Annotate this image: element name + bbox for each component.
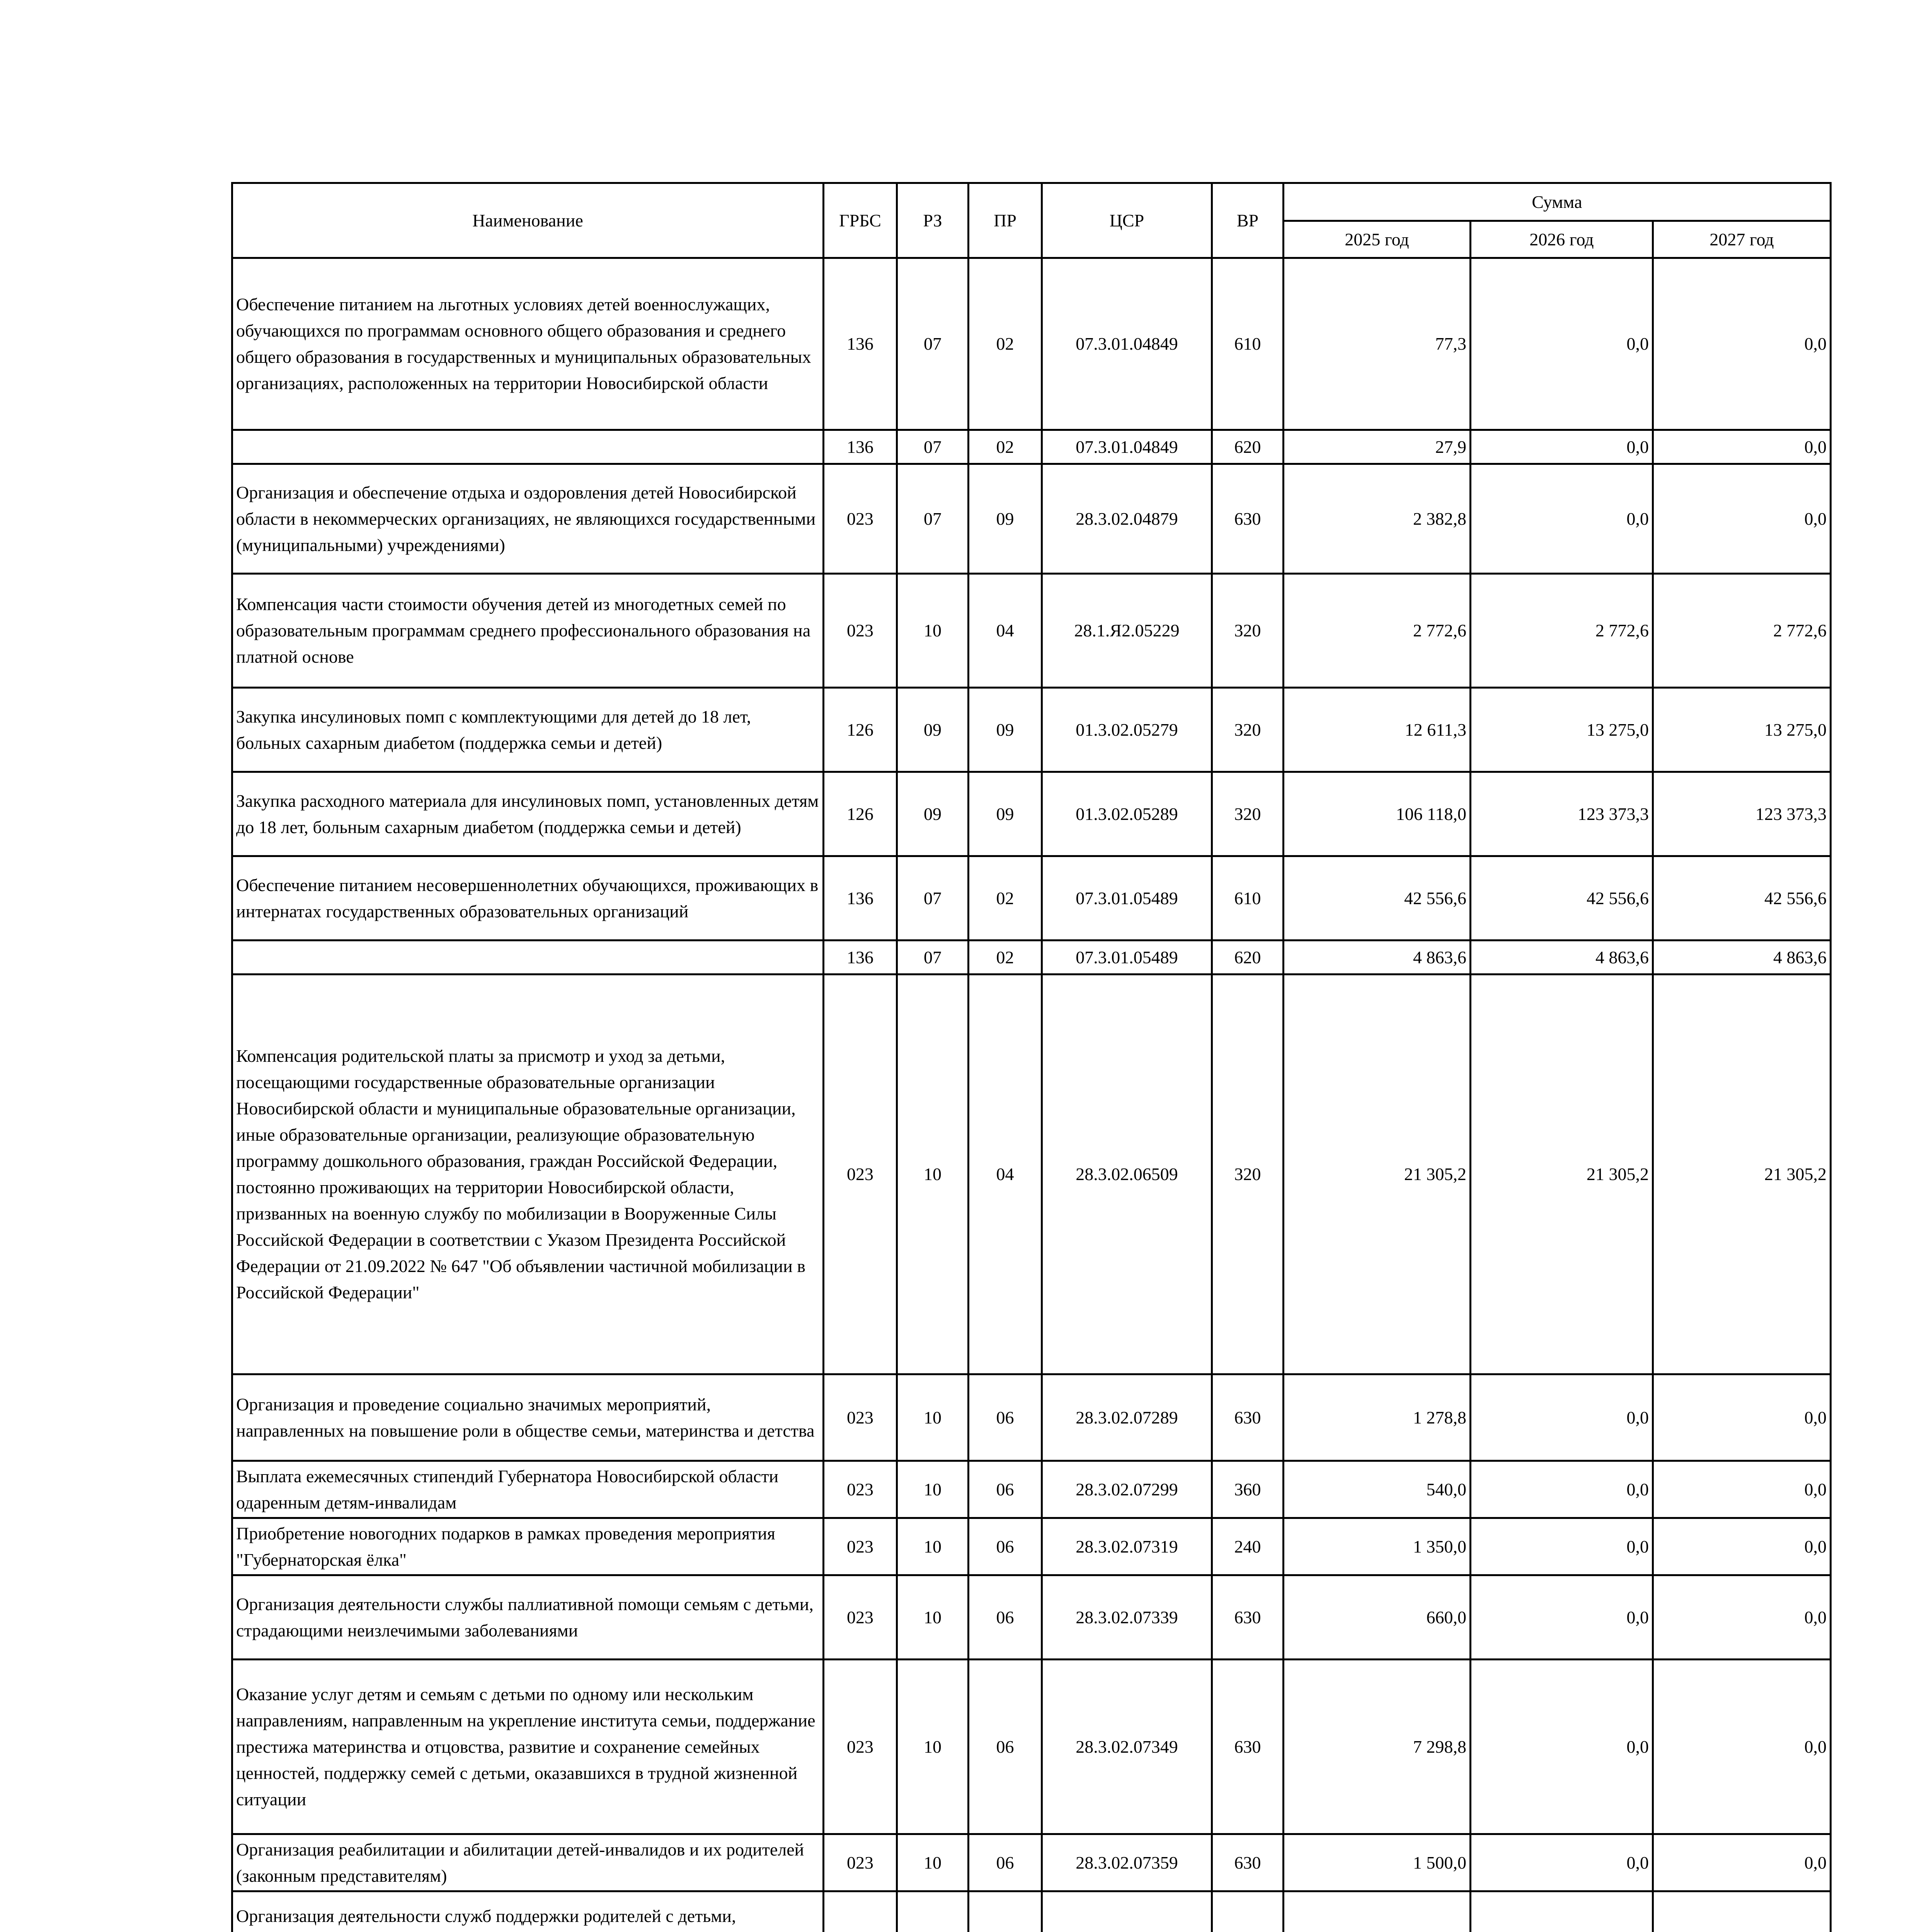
cell-csr: 07.3.01.04849: [1042, 258, 1212, 430]
header-csr: ЦСР: [1042, 183, 1212, 258]
cell-grbs: 023: [824, 464, 897, 574]
cell-name: Выплата ежемесячных стипендий Губернатора Новосибирской области одаренным детям-инвалидам: [232, 1461, 824, 1518]
cell-y2026: [1471, 1891, 1653, 1932]
cell-csr: 28.3.02.07359: [1042, 1834, 1212, 1891]
cell-grbs: 023: [824, 975, 897, 1374]
cell-pr: 06: [969, 1461, 1042, 1518]
cell-y2025: 1 350,0: [1284, 1518, 1471, 1575]
table-row: [232, 772, 1831, 856]
cell-name: [232, 430, 824, 464]
cell-name: Компенсация родительской платы за присмотр и уход за детьми, посещающими государственные образовательные организации Новосибирской области и муниципальные образовательные организации, иные образовательные организации, реализующие образовательную программу дошкольного образования, граждан Российской Федерации, постоянно проживающих на территории Новосибирской области, призванных на военную службу по мобилизации в Вооруженные Силы Российской Федерации в соответствии с Указом Президента Российской Федерации от 21.09.2022 № 647 "Об объявлении частичной мобилизации в Российской Федерации": [232, 975, 824, 1374]
budget-table: [231, 182, 1832, 1932]
cell-csr: 28.3.02.07289: [1042, 1374, 1212, 1461]
cell-grbs: 126: [824, 688, 897, 772]
cell-grbs: 023: [824, 1575, 897, 1660]
cell-rz: 10: [897, 1518, 969, 1575]
cell-grbs: 136: [824, 940, 897, 975]
header-rz: РЗ: [897, 183, 969, 258]
cell-rz: 09: [897, 772, 969, 856]
header-2025: 2025 год: [1284, 221, 1471, 258]
header-2026: 2026 год: [1471, 221, 1653, 258]
table-row: [232, 1660, 1831, 1834]
cell-name: Организация реабилитации и абилитации детей-инвалидов и их родителей (законным представителям): [232, 1834, 824, 1891]
cell-y2027: 13 275,0: [1653, 688, 1831, 772]
cell-y2027: 0,0: [1653, 1374, 1831, 1461]
cell-grbs: 136: [824, 856, 897, 940]
cell-name: [232, 940, 824, 975]
cell-name: Оказание услуг детям и семьям с детьми по одному или нескольким направлениям, направленным на укрепление института семьи, поддержание престижа материнства и отцовства, развитие и сохранение семейных ценностей, поддержку семей с детьми, оказавшихся в трудной жизненной ситуации: [232, 1660, 824, 1834]
cell-pr: 09: [969, 772, 1042, 856]
cell-pr: 06: [969, 1834, 1042, 1891]
cell-y2026: 0,0: [1471, 1461, 1653, 1518]
header-2027: 2027 год: [1653, 221, 1831, 258]
cell-y2027: 0,0: [1653, 430, 1831, 464]
cell-name: Обеспечение питанием на льготных условиях детей военнослужащих, обучающихся по программам основного общего образования и среднего общего образования в государственных и муниципальных образовательных организациях, расположенных на территории Новосибирской области: [232, 258, 824, 430]
cell-csr: 07.3.01.05489: [1042, 940, 1212, 975]
cell-name: Закупка расходного материала для инсулиновых помп, установленных детям до 18 лет, больным сахарным диабетом (поддержка семьи и детей): [232, 772, 824, 856]
header-grbs: ГРБС: [824, 183, 897, 258]
cell-csr: 07.3.01.05489: [1042, 856, 1212, 940]
cell-pr: 09: [969, 688, 1042, 772]
table-body: [232, 258, 1831, 1932]
table-row: [232, 940, 1831, 975]
cell-rz: 10: [897, 1660, 969, 1834]
cell-pr: 02: [969, 258, 1042, 430]
cell-rz: 10: [897, 1575, 969, 1660]
cell-vr: 240: [1212, 1518, 1284, 1575]
cell-vr: 630: [1212, 464, 1284, 574]
cell-vr: 620: [1212, 430, 1284, 464]
header-name: Наименование: [232, 183, 824, 258]
cell-grbs: 023: [824, 1518, 897, 1575]
cell-rz: 10: [897, 574, 969, 688]
cell-y2026: 0,0: [1471, 430, 1653, 464]
cell-y2026: 0,0: [1471, 1660, 1653, 1834]
cell-grbs: 136: [824, 258, 897, 430]
cell-csr: 28.3.02.07349: [1042, 1660, 1212, 1834]
cell-vr: 320: [1212, 772, 1284, 856]
cell-rz: 07: [897, 464, 969, 574]
cell-csr: 28.3.02.04879: [1042, 464, 1212, 574]
table-row: [232, 975, 1831, 1374]
cell-vr: 610: [1212, 856, 1284, 940]
header-sum: Сумма: [1284, 183, 1831, 221]
cell-grbs: 023: [824, 1461, 897, 1518]
cell-name: Закупка инсулиновых помп с комплектующими для детей до 18 лет, больных сахарным диабетом (поддержка семьи и детей): [232, 688, 824, 772]
cell-y2025: 1 500,0: [1284, 1834, 1471, 1891]
cell-pr: [969, 1891, 1042, 1932]
cell-y2025: 660,0: [1284, 1575, 1471, 1660]
cell-vr: 320: [1212, 574, 1284, 688]
cell-csr: 01.3.02.05279: [1042, 688, 1212, 772]
cell-y2025: 4 863,6: [1284, 940, 1471, 975]
cell-pr: 02: [969, 940, 1042, 975]
cell-y2027: 2 772,6: [1653, 574, 1831, 688]
cell-y2025: 77,3: [1284, 258, 1471, 430]
cell-csr: 07.3.01.04849: [1042, 430, 1212, 464]
cell-pr: 06: [969, 1518, 1042, 1575]
cell-pr: 02: [969, 430, 1042, 464]
header-pr: ПР: [969, 183, 1042, 258]
cell-y2026: 13 275,0: [1471, 688, 1653, 772]
table-row: [232, 574, 1831, 688]
table-row: [232, 258, 1831, 430]
cell-y2026: 21 305,2: [1471, 975, 1653, 1374]
cell-y2026: 0,0: [1471, 1834, 1653, 1891]
cell-vr: 320: [1212, 688, 1284, 772]
cell-y2025: 12 611,3: [1284, 688, 1471, 772]
cell-y2026: 42 556,6: [1471, 856, 1653, 940]
table-row: [232, 1834, 1831, 1891]
cell-y2026: 2 772,6: [1471, 574, 1653, 688]
cell-csr: 28.3.02.06509: [1042, 975, 1212, 1374]
cell-csr: 01.3.02.05289: [1042, 772, 1212, 856]
cell-pr: 06: [969, 1575, 1042, 1660]
table-row: [232, 1518, 1831, 1575]
cell-y2027: 0,0: [1653, 1660, 1831, 1834]
cell-csr: 28.3.02.07299: [1042, 1461, 1212, 1518]
cell-y2027: 0,0: [1653, 464, 1831, 574]
cell-rz: 07: [897, 856, 969, 940]
cell-y2027: 0,0: [1653, 1575, 1831, 1660]
cell-rz: 10: [897, 975, 969, 1374]
cell-y2026: 0,0: [1471, 1575, 1653, 1660]
cell-y2025: 27,9: [1284, 430, 1471, 464]
cell-y2027: 21 305,2: [1653, 975, 1831, 1374]
cell-y2026: 0,0: [1471, 1374, 1653, 1461]
cell-name: Организация и проведение социально значимых мероприятий, направленных на повышение роли в обществе семьи, материнства и детства: [232, 1374, 824, 1461]
cell-grbs: [824, 1891, 897, 1932]
table-row: [232, 1461, 1831, 1518]
cell-y2027: 0,0: [1653, 1461, 1831, 1518]
cell-y2027: 0,0: [1653, 1518, 1831, 1575]
cell-rz: 10: [897, 1834, 969, 1891]
cell-name: Организация и обеспечение отдыха и оздоровления детей Новосибирской области в некоммерческих организациях, не являющихся государственными (муниципальными) учреждениями): [232, 464, 824, 574]
cell-csr: 28.1.Я2.05229: [1042, 574, 1212, 688]
cell-rz: 10: [897, 1374, 969, 1461]
cell-y2025: [1284, 1891, 1471, 1932]
cell-grbs: 136: [824, 430, 897, 464]
cell-pr: 04: [969, 574, 1042, 688]
cell-rz: 07: [897, 430, 969, 464]
table-row: [232, 430, 1831, 464]
cell-csr: 28.3.02.07319: [1042, 1518, 1212, 1575]
cell-pr: 02: [969, 856, 1042, 940]
cell-y2025: 42 556,6: [1284, 856, 1471, 940]
cell-y2026: 0,0: [1471, 1518, 1653, 1575]
cell-y2026: 0,0: [1471, 464, 1653, 574]
table-row: [232, 1374, 1831, 1461]
cell-pr: 06: [969, 1374, 1042, 1461]
cell-pr: 04: [969, 975, 1042, 1374]
cell-vr: 320: [1212, 975, 1284, 1374]
cell-vr: 360: [1212, 1461, 1284, 1518]
cell-grbs: 023: [824, 1834, 897, 1891]
cell-grbs: 023: [824, 574, 897, 688]
cell-rz: 07: [897, 940, 969, 975]
cell-grbs: 023: [824, 1374, 897, 1461]
cell-vr: [1212, 1891, 1284, 1932]
cell-pr: 06: [969, 1660, 1042, 1834]
cell-y2027: 4 863,6: [1653, 940, 1831, 975]
cell-rz: 09: [897, 688, 969, 772]
cell-vr: 620: [1212, 940, 1284, 975]
cell-name: Организация деятельности службы паллиативной помощи семьям с детьми, страдающими неизлечимыми заболеваниями: [232, 1575, 824, 1660]
cell-name: Организация деятельности служб поддержки родителей с детьми,: [232, 1891, 824, 1932]
cell-y2027: 0,0: [1653, 258, 1831, 430]
cell-y2027: [1653, 1891, 1831, 1932]
cell-name: Обеспечение питанием несовершеннолетних обучающихся, проживающих в интернатах государственных образовательных организаций: [232, 856, 824, 940]
cell-grbs: 126: [824, 772, 897, 856]
table-row: [232, 1891, 1831, 1932]
cell-name: Компенсация части стоимости обучения детей из многодетных семей по образовательным программам среднего профессионального образования на платной основе: [232, 574, 824, 688]
cell-rz: 07: [897, 258, 969, 430]
cell-y2025: 7 298,8: [1284, 1660, 1471, 1834]
cell-rz: 10: [897, 1461, 969, 1518]
table-row: [232, 464, 1831, 574]
table-row: [232, 688, 1831, 772]
cell-y2026: 0,0: [1471, 258, 1653, 430]
cell-vr: 610: [1212, 258, 1284, 430]
cell-y2025: 2 772,6: [1284, 574, 1471, 688]
cell-y2026: 4 863,6: [1471, 940, 1653, 975]
cell-vr: 630: [1212, 1834, 1284, 1891]
cell-name: Приобретение новогодних подарков в рамках проведения мероприятия "Губернаторская ёлка": [232, 1518, 824, 1575]
cell-vr: 630: [1212, 1660, 1284, 1834]
cell-y2027: 0,0: [1653, 1834, 1831, 1891]
cell-vr: 630: [1212, 1374, 1284, 1461]
cell-vr: 630: [1212, 1575, 1284, 1660]
header-vr: ВР: [1212, 183, 1284, 258]
cell-y2025: 106 118,0: [1284, 772, 1471, 856]
cell-csr: 28.3.02.07339: [1042, 1575, 1212, 1660]
cell-y2026: 123 373,3: [1471, 772, 1653, 856]
cell-y2025: 540,0: [1284, 1461, 1471, 1518]
cell-csr: [1042, 1891, 1212, 1932]
cell-y2027: 42 556,6: [1653, 856, 1831, 940]
cell-grbs: 023: [824, 1660, 897, 1834]
cell-rz: [897, 1891, 969, 1932]
table-row: [232, 856, 1831, 940]
cell-y2027: 123 373,3: [1653, 772, 1831, 856]
cell-pr: 09: [969, 464, 1042, 574]
cell-y2025: 1 278,8: [1284, 1374, 1471, 1461]
cell-y2025: 21 305,2: [1284, 975, 1471, 1374]
cell-y2025: 2 382,8: [1284, 464, 1471, 574]
table-row: [232, 1575, 1831, 1660]
